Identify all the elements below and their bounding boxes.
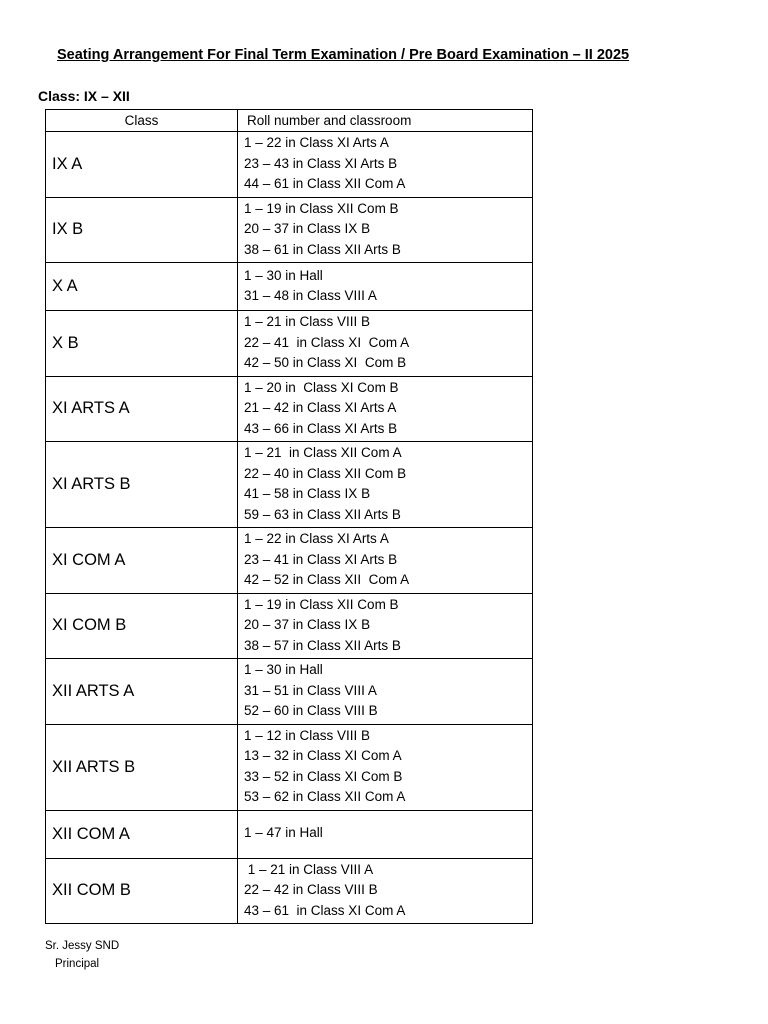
roll-range-line: 1 – 22 in Class XI Arts A	[244, 135, 389, 150]
table-row	[46, 593, 533, 659]
roll-classroom-cell	[238, 858, 533, 924]
table-row	[46, 858, 533, 924]
roll-range-line: 41 – 58 in Class IX B	[244, 486, 371, 501]
roll-classroom-cell	[238, 659, 533, 725]
class-cell: IX B	[46, 197, 238, 263]
roll-classroom-cell	[238, 593, 533, 659]
roll-range-line: 1 – 22 in Class XI Arts A	[244, 531, 389, 546]
roll-range-line: 22 – 40 in Class XII Com B	[244, 465, 407, 481]
signatory-designation: Principal	[55, 958, 100, 970]
table-row	[46, 197, 533, 263]
roll-range-line: 44 – 61 in Class XII Com A	[244, 176, 406, 191]
table-row	[46, 132, 533, 198]
roll-range-line: 42 – 50 in Class XI Com B	[244, 355, 407, 370]
roll-range-line: 1 – 21 in Class VIII B	[244, 314, 371, 329]
class-cell: XI ARTS B	[46, 442, 238, 528]
class-cell: X B	[46, 311, 238, 377]
header-class: Class	[46, 110, 238, 132]
roll-classroom-cell	[238, 132, 533, 198]
class-cell: XII COM A	[46, 810, 238, 858]
roll-range-line: 1 – 30 in Hall	[244, 662, 323, 677]
roll-range-line: 22 – 42 in Class VIII B	[244, 882, 378, 897]
class-range-label: Class: IX – XII	[38, 88, 130, 104]
roll-range-line: 1 – 20 in Class XI Com B	[244, 379, 399, 395]
roll-range-line: 38 – 57 in Class XII Arts B	[244, 637, 401, 653]
roll-range-line: 1 – 12 in Class VIII B	[244, 727, 371, 743]
roll-range-line: 1 – 47 in Hall	[244, 825, 323, 841]
signature-block	[45, 937, 119, 973]
roll-classroom-cell	[238, 528, 533, 594]
roll-range-line: 1 – 21 in Class XII Com A	[244, 445, 402, 460]
roll-range-line: 1 – 19 in Class XII Com B	[244, 200, 399, 216]
roll-range-line: 59 – 63 in Class XII Arts B	[244, 506, 401, 522]
roll-range-line: 20 – 37 in Class IX B	[244, 617, 371, 632]
roll-classroom-cell	[238, 724, 533, 810]
table-row	[46, 528, 533, 594]
seating-table	[45, 109, 533, 924]
roll-range-line: 31 – 51 in Class VIII A	[244, 682, 377, 698]
roll-classroom-cell	[238, 311, 533, 377]
roll-range-line: 1 – 30 in Hall	[244, 267, 323, 283]
table-row	[46, 810, 533, 858]
class-cell: XII COM B	[46, 858, 238, 924]
roll-range-line: 23 – 43 in Class XI Arts B	[244, 155, 398, 171]
roll-range-line: 43 – 66 in Class XI Arts B	[244, 420, 398, 436]
class-cell: X A	[46, 263, 238, 311]
table-row	[46, 442, 533, 528]
page-title: Seating Arrangement For Final Term Examination / Pre Board Examination – II 2025	[57, 47, 630, 63]
roll-classroom-cell	[238, 263, 533, 311]
roll-range-line: 1 – 21 in Class VIII A	[244, 861, 374, 877]
roll-range-line: 23 – 41 in Class XI Arts B	[244, 551, 398, 567]
table-row	[46, 659, 533, 725]
class-cell: XI COM B	[46, 593, 238, 659]
table-header-row	[46, 110, 533, 132]
roll-range-line: 22 – 41 in Class XI Com A	[244, 334, 410, 350]
class-cell: XII ARTS A	[46, 659, 238, 725]
roll-classroom-cell	[238, 197, 533, 263]
roll-classroom-cell	[238, 810, 533, 858]
table-row	[46, 376, 533, 442]
table-row	[46, 311, 533, 377]
signatory-name: Sr. Jessy SND	[45, 940, 120, 952]
roll-range-line: 31 – 48 in Class VIII A	[244, 288, 377, 303]
roll-classroom-cell	[238, 442, 533, 528]
roll-range-line: 53 – 62 in Class XII Com A	[244, 789, 406, 804]
roll-range-line: 43 – 61 in Class XI Com A	[244, 902, 406, 918]
class-cell: IX A	[46, 132, 238, 198]
class-cell: XI COM A	[46, 528, 238, 594]
roll-range-line: 33 – 52 in Class XI Com B	[244, 768, 403, 784]
header-roll-classroom: Roll number and classroom	[238, 110, 533, 132]
roll-range-line: 20 – 37 in Class IX B	[244, 221, 371, 236]
roll-range-line: 42 – 52 in Class XII Com A	[244, 572, 410, 587]
roll-range-line: 13 – 32 in Class XI Com A	[244, 748, 402, 763]
class-cell: XII ARTS B	[46, 724, 238, 810]
roll-range-line: 21 – 42 in Class XI Arts A	[244, 400, 397, 415]
table-row	[46, 724, 533, 810]
roll-range-line: 1 – 19 in Class XII Com B	[244, 596, 399, 612]
roll-range-line: 38 – 61 in Class XII Arts B	[244, 241, 401, 257]
roll-range-line: 52 – 60 in Class VIII B	[244, 703, 378, 718]
table-row	[46, 263, 533, 311]
class-cell: XI ARTS A	[46, 376, 238, 442]
roll-classroom-cell	[238, 376, 533, 442]
